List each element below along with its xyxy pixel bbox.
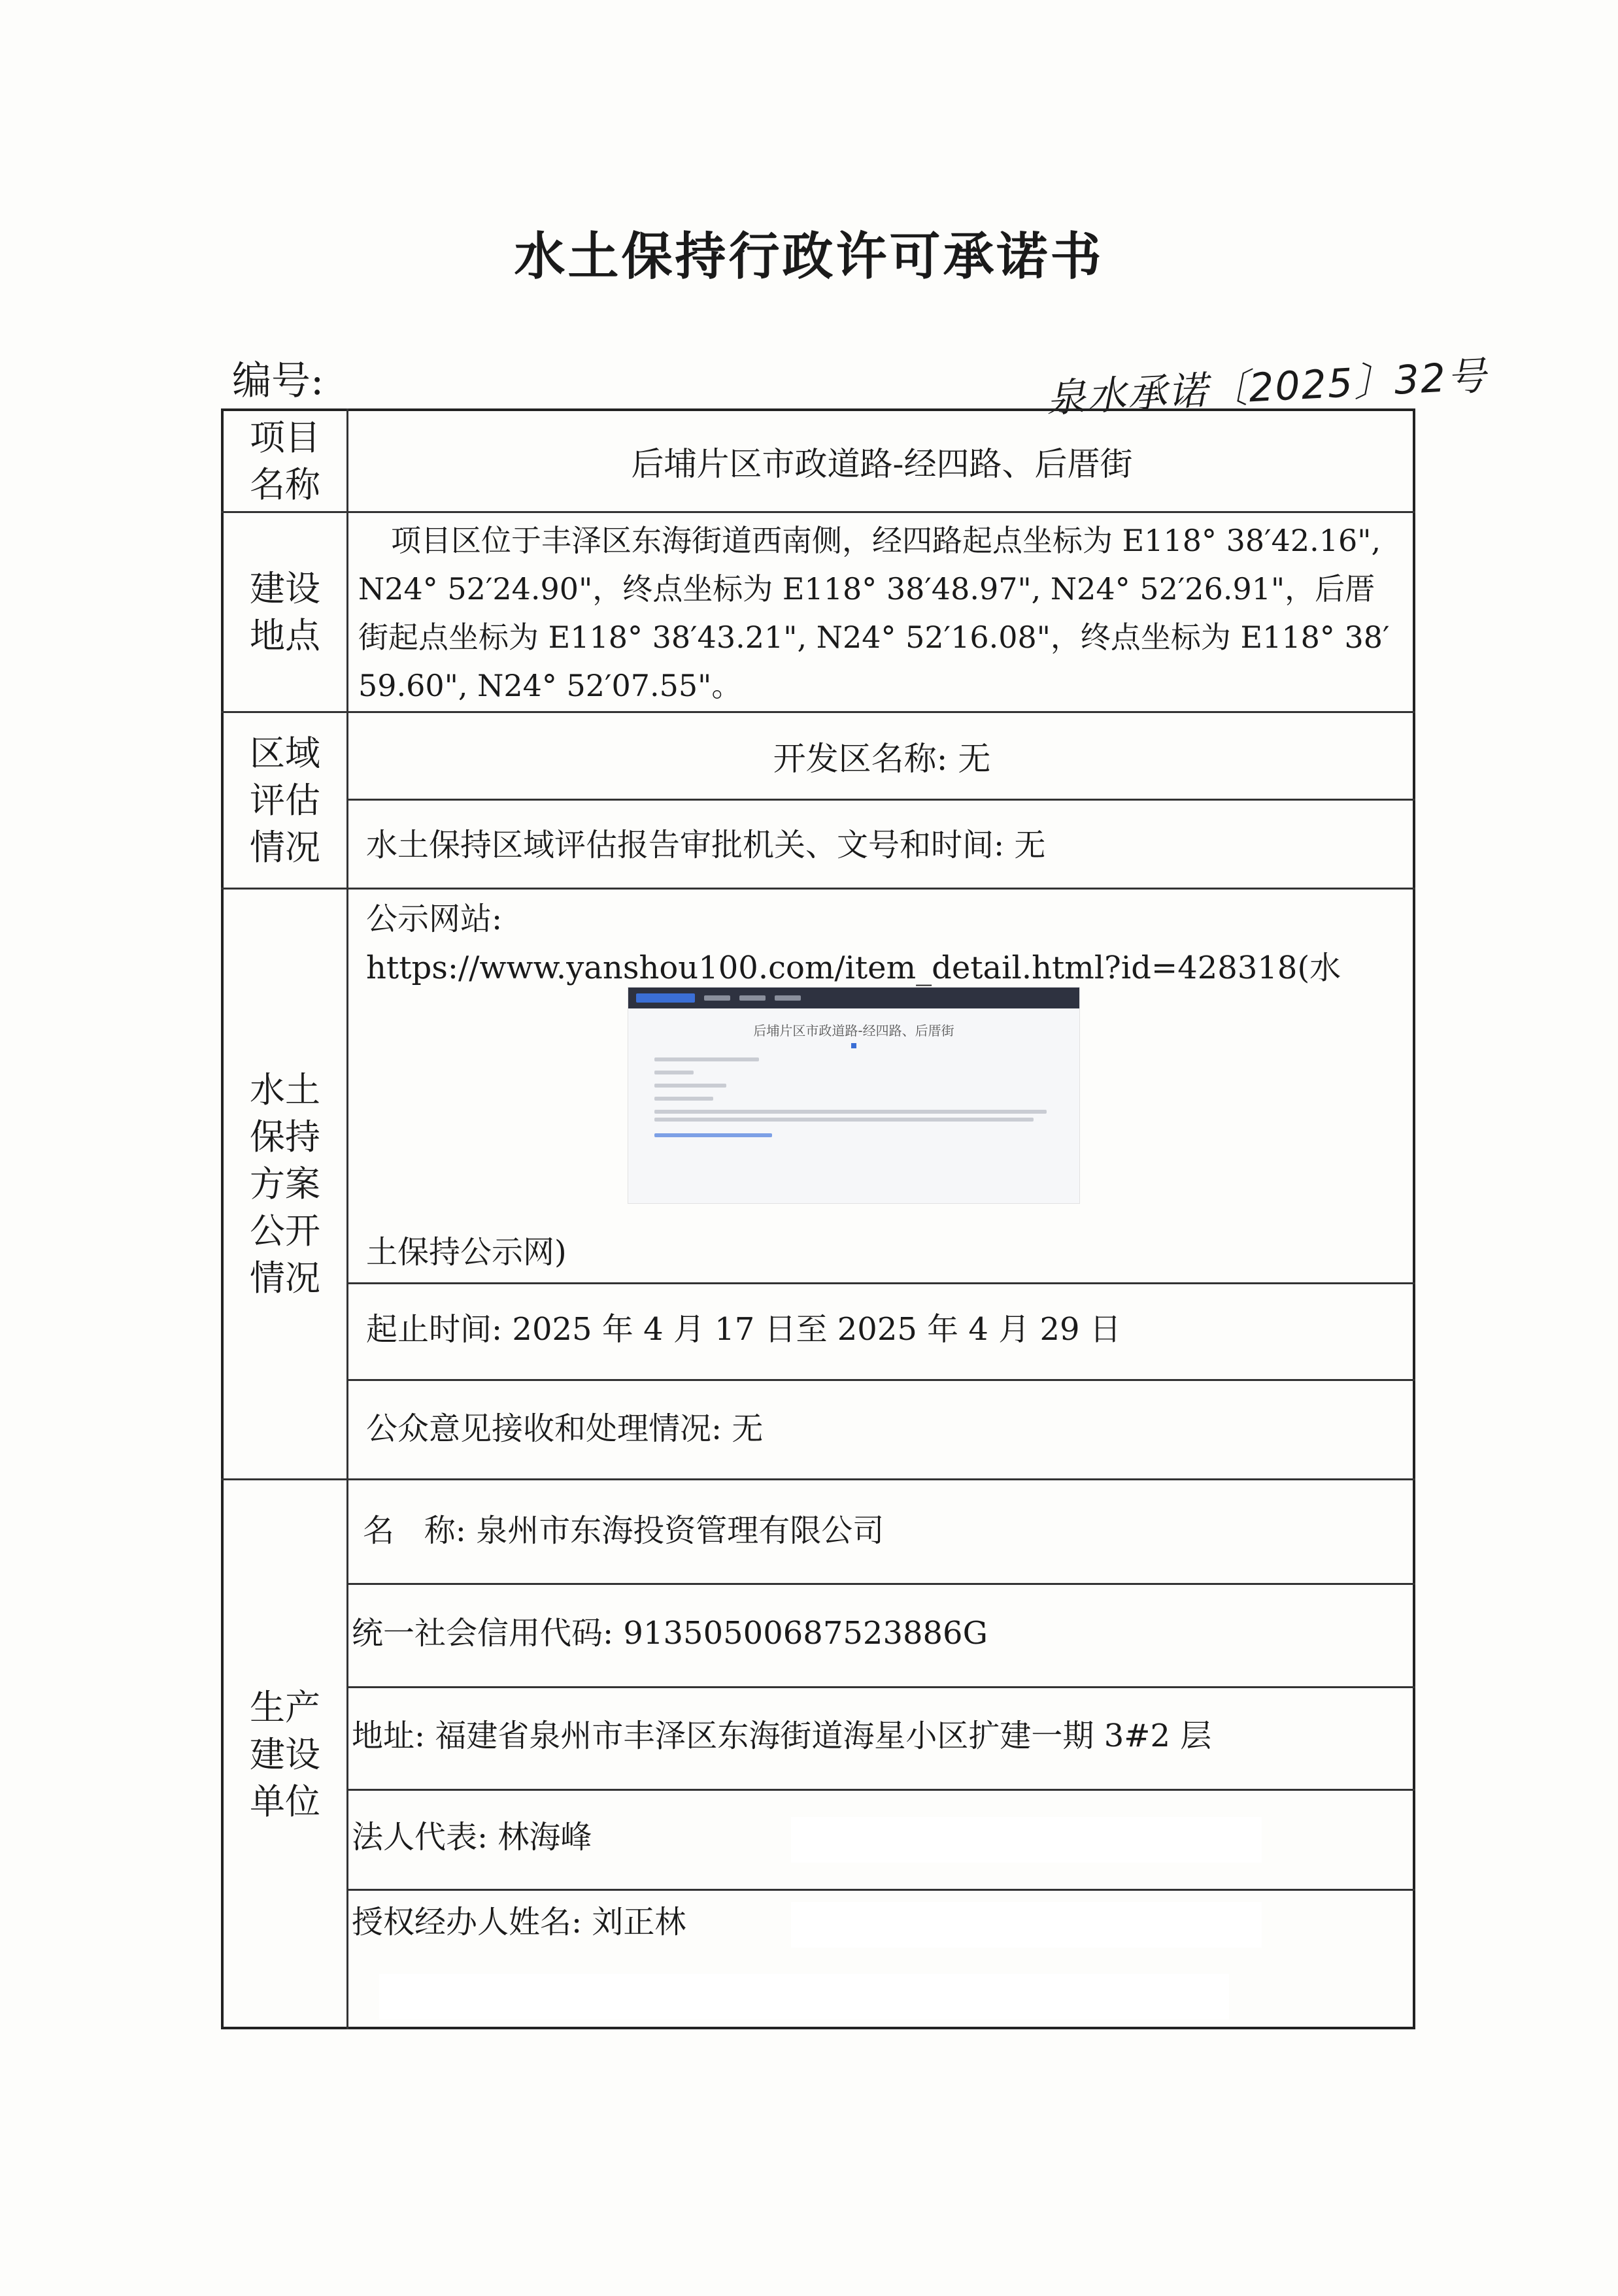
disclosure-website-name: 土保持公示网) (366, 1234, 567, 1271)
sub-row-divider (346, 1379, 1415, 1381)
site-label: 建设 地点 (250, 567, 320, 656)
screenshot-marker (851, 1043, 856, 1048)
redacted-contact (379, 1974, 1229, 2020)
company-name: 名 称: 泉州市东海投资管理有限公司 (363, 1512, 885, 1549)
authorized-agent: 授权经办人姓名: 刘正林 (352, 1904, 686, 1940)
screenshot-nav-item (739, 995, 766, 1001)
row-divider (221, 1478, 1415, 1480)
sub-row-divider (346, 1583, 1415, 1585)
sub-row-divider (346, 1889, 1415, 1891)
screenshot-text-line (654, 1084, 726, 1088)
project-name-label: 项目 名称 (250, 416, 320, 505)
screenshot-nav-bar (628, 988, 1079, 1008)
screenshot-link (654, 1133, 772, 1137)
region-assessment-label: 区域 评估 情况 (250, 732, 320, 868)
screenshot-text-line (654, 1057, 759, 1061)
row-divider (221, 511, 1415, 513)
screenshot-text-line (654, 1110, 1047, 1114)
disclosure-website-url: https://www.yanshou100.com/item_detail.html?id=428318(水 (366, 950, 1341, 986)
disclosure-website-label: 公示网站: (366, 901, 503, 937)
screenshot-text-line (654, 1071, 694, 1074)
sub-row-divider (346, 1282, 1415, 1284)
screenshot-text-line (654, 1097, 713, 1101)
legal-representative: 法人代表: 林海峰 (352, 1819, 592, 1855)
redacted-phone (791, 1902, 1262, 1948)
handwritten-serial-number: 泉水承诺〔2025〕32号 (1045, 353, 1489, 422)
website-screenshot (628, 987, 1080, 1204)
sub-row-divider (346, 1789, 1415, 1791)
document-title: 水土保持行政许可承诺书 (514, 227, 1104, 286)
serial-number-label: 编号: (232, 358, 324, 404)
site-description: 项目区位于丰泽区东海街道西南侧，经四路起点坐标为 E118° 38′42.16", N24° 52′24.90"，终点坐标为 E118° 38′48.97", N24° 52′26.91"，后厝街起点坐标为 E118° 38′43.21", N24° 52′16.08"，终点坐标为 E118° 38′59.60", N24° 52′07.55"。 (358, 523, 1390, 703)
plan-disclosure-label: 水土 保持 方案 公开 情况 (250, 1069, 320, 1299)
screenshot-nav-item (704, 995, 730, 1001)
project-name-value: 后埔片区市政道路-经四路、后厝街 (631, 444, 1133, 483)
column-divider (346, 408, 348, 2029)
sub-row-divider (346, 799, 1415, 801)
screenshot-nav-item (775, 995, 801, 1001)
screenshot-page-title: 后埔片区市政道路-经四路、后厝街 (753, 1023, 954, 1039)
company-address: 地址: 福建省泉州市丰泽区东海街道海星小区扩建一期 3#2 层 (352, 1718, 1212, 1754)
screenshot-text-line (654, 1118, 1034, 1122)
regional-assessment-report: 水土保持区域评估报告审批机关、文号和时间: 无 (366, 827, 1046, 863)
screenshot-logo (636, 993, 695, 1003)
disclosure-period: 起止时间: 2025 年 4 月 17 日至 2025 年 4 月 29 日 (366, 1311, 1121, 1348)
row-divider (221, 888, 1415, 890)
development-zone-name: 开发区名称: 无 (773, 739, 991, 778)
redacted-phone (791, 1817, 1262, 1863)
public-feedback: 公众意见接收和处理情况: 无 (366, 1410, 764, 1447)
credit-code: 统一社会信用代码: 91350500687523886G (352, 1615, 988, 1652)
sub-row-divider (346, 1686, 1415, 1688)
construction-unit-label: 生产 建设 单位 (250, 1687, 320, 1822)
